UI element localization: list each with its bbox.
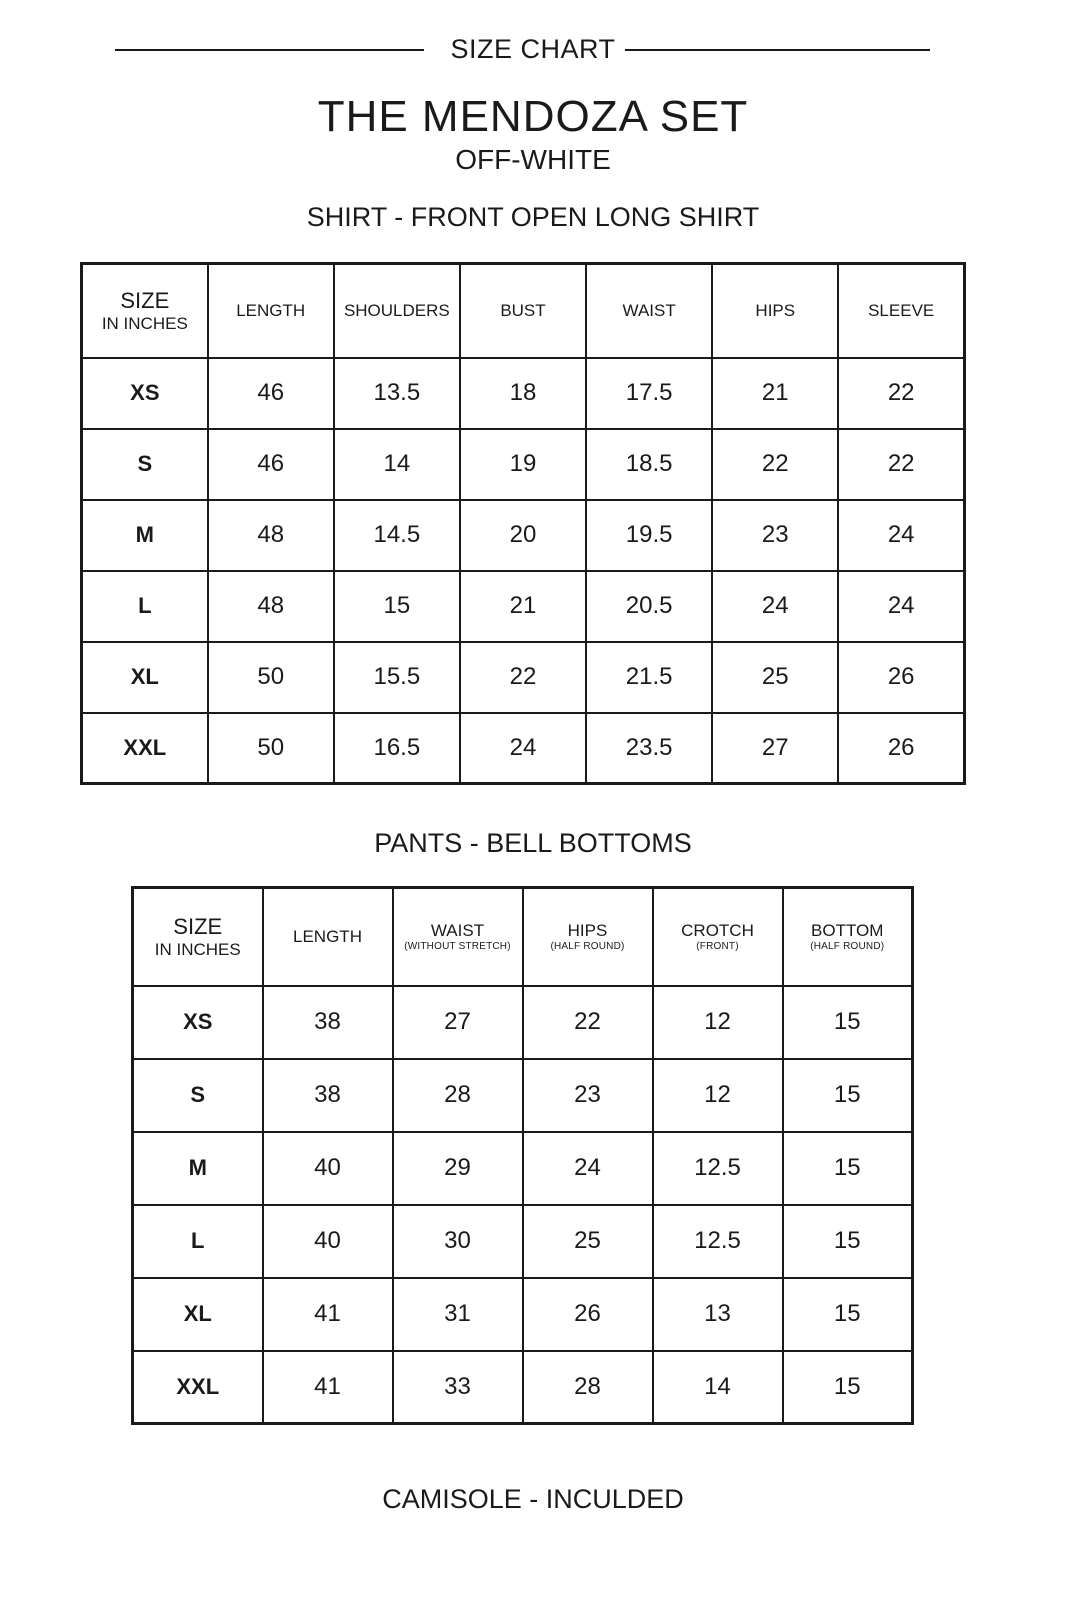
table-row — [82, 571, 965, 642]
column-header-label: HIPS — [567, 921, 608, 941]
column-header-note: (WITHOUT STRETCH) — [404, 940, 511, 952]
column-header-label: LENGTH — [293, 926, 362, 946]
value-cell: 23 — [523, 1059, 653, 1132]
value-cell: 48 — [208, 571, 334, 642]
value-cell: 26 — [838, 642, 964, 713]
column-header-label: CROTCH — [681, 921, 754, 941]
table-row — [82, 429, 965, 500]
value-cell: 24 — [712, 571, 838, 642]
size-chart-kicker: SIZE CHART — [450, 34, 616, 64]
value-cell: 40 — [263, 1132, 393, 1205]
pants-section-heading: PANTS - BELL BOTTOMS — [374, 828, 692, 858]
table-row — [133, 1351, 913, 1424]
value-cell: 41 — [263, 1278, 393, 1351]
value-cell: 15 — [783, 1132, 913, 1205]
shirt-section-heading: SHIRT - FRONT OPEN LONG SHIRT — [306, 202, 760, 232]
column-header-note: (HALF ROUND) — [810, 940, 885, 952]
table-row — [133, 1132, 913, 1205]
value-cell: 27 — [393, 986, 523, 1059]
value-cell: 12.5 — [653, 1132, 783, 1205]
size-header-cell — [133, 888, 263, 986]
size-header-label: SIZE — [120, 288, 170, 314]
size-cell: XL — [133, 1278, 263, 1351]
column-header: SHOULDERS — [334, 264, 460, 358]
table-row — [133, 1205, 913, 1278]
value-cell: 33 — [393, 1351, 523, 1424]
value-cell: 18 — [460, 358, 586, 429]
value-cell: 24 — [838, 500, 964, 571]
value-cell: 20.5 — [586, 571, 712, 642]
value-cell: 48 — [208, 500, 334, 571]
size-cell: L — [133, 1205, 263, 1278]
value-cell: 15 — [783, 1059, 913, 1132]
value-cell: 15.5 — [334, 642, 460, 713]
column-header-note: (FRONT) — [696, 940, 739, 952]
table-row — [82, 358, 965, 429]
table-row — [82, 713, 965, 784]
value-cell: 12 — [653, 986, 783, 1059]
table-row — [133, 1059, 913, 1132]
value-cell: 27 — [712, 713, 838, 784]
value-cell: 46 — [208, 358, 334, 429]
column-header — [263, 888, 393, 986]
size-cell: XL — [82, 642, 208, 713]
value-cell: 21.5 — [586, 642, 712, 713]
value-cell: 40 — [263, 1205, 393, 1278]
table-row — [82, 500, 965, 571]
value-cell: 30 — [393, 1205, 523, 1278]
size-header-unit: IN INCHES — [154, 939, 241, 959]
value-cell: 28 — [393, 1059, 523, 1132]
value-cell: 18.5 — [586, 429, 712, 500]
value-cell: 12 — [653, 1059, 783, 1132]
value-cell: 50 — [208, 642, 334, 713]
size-cell: S — [82, 429, 208, 500]
pants-size-table — [131, 886, 914, 1425]
column-header-label: BOTTOM — [811, 921, 884, 941]
value-cell: 13.5 — [334, 358, 460, 429]
value-cell: 19 — [460, 429, 586, 500]
value-cell: 15 — [783, 1351, 913, 1424]
value-cell: 14.5 — [334, 500, 460, 571]
value-cell: 24 — [460, 713, 586, 784]
value-cell: 17.5 — [586, 358, 712, 429]
column-header-note: (HALF ROUND) — [550, 940, 625, 952]
value-cell: 21 — [712, 358, 838, 429]
size-cell: L — [82, 571, 208, 642]
value-cell: 12.5 — [653, 1205, 783, 1278]
column-header — [393, 888, 523, 986]
size-header-cell — [82, 264, 208, 358]
column-header: HIPS — [712, 264, 838, 358]
value-cell: 28 — [523, 1351, 653, 1424]
value-cell: 38 — [263, 986, 393, 1059]
value-cell: 15 — [334, 571, 460, 642]
value-cell: 22 — [460, 642, 586, 713]
size-cell: XXL — [133, 1351, 263, 1424]
value-cell: 16.5 — [334, 713, 460, 784]
value-cell: 14 — [334, 429, 460, 500]
value-cell: 22 — [523, 986, 653, 1059]
camisole-note: CAMISOLE - INCULDED — [382, 1484, 684, 1514]
column-header-label: WAIST — [430, 921, 485, 941]
table-row — [82, 642, 965, 713]
value-cell: 26 — [838, 713, 964, 784]
value-cell: 22 — [712, 429, 838, 500]
size-cell: XS — [82, 358, 208, 429]
column-header: WAIST — [586, 264, 712, 358]
value-cell: 31 — [393, 1278, 523, 1351]
table-row — [133, 1278, 913, 1351]
size-cell: XXL — [82, 713, 208, 784]
size-cell: M — [82, 500, 208, 571]
value-cell: 21 — [460, 571, 586, 642]
value-cell: 41 — [263, 1351, 393, 1424]
value-cell: 25 — [712, 642, 838, 713]
value-cell: 25 — [523, 1205, 653, 1278]
size-header-label: SIZE — [173, 914, 223, 940]
value-cell: 19.5 — [586, 500, 712, 571]
column-header: SLEEVE — [838, 264, 964, 358]
value-cell: 20 — [460, 500, 586, 571]
value-cell: 38 — [263, 1059, 393, 1132]
value-cell: 26 — [523, 1278, 653, 1351]
value-cell: 23.5 — [586, 713, 712, 784]
value-cell: 14 — [653, 1351, 783, 1424]
value-cell: 29 — [393, 1132, 523, 1205]
value-cell: 22 — [838, 358, 964, 429]
column-header: LENGTH — [208, 264, 334, 358]
color-subtitle: OFF-WHITE — [455, 144, 611, 175]
shirt-size-table — [80, 262, 966, 785]
column-header: BUST — [460, 264, 586, 358]
size-cell: S — [133, 1059, 263, 1132]
value-cell: 24 — [523, 1132, 653, 1205]
value-cell: 23 — [712, 500, 838, 571]
value-cell: 13 — [653, 1278, 783, 1351]
value-cell: 15 — [783, 1278, 913, 1351]
value-cell: 15 — [783, 986, 913, 1059]
value-cell: 46 — [208, 429, 334, 500]
value-cell: 50 — [208, 713, 334, 784]
table-row — [133, 986, 913, 1059]
table-header-row — [82, 264, 965, 358]
value-cell: 24 — [838, 571, 964, 642]
column-header — [783, 888, 913, 986]
value-cell: 22 — [838, 429, 964, 500]
table-header-row — [133, 888, 913, 986]
size-header-unit: IN INCHES — [101, 313, 188, 333]
page-title: THE MENDOZA SET — [317, 92, 749, 141]
column-header — [523, 888, 653, 986]
column-header — [653, 888, 783, 986]
size-cell: XS — [133, 986, 263, 1059]
size-cell: M — [133, 1132, 263, 1205]
value-cell: 15 — [783, 1205, 913, 1278]
